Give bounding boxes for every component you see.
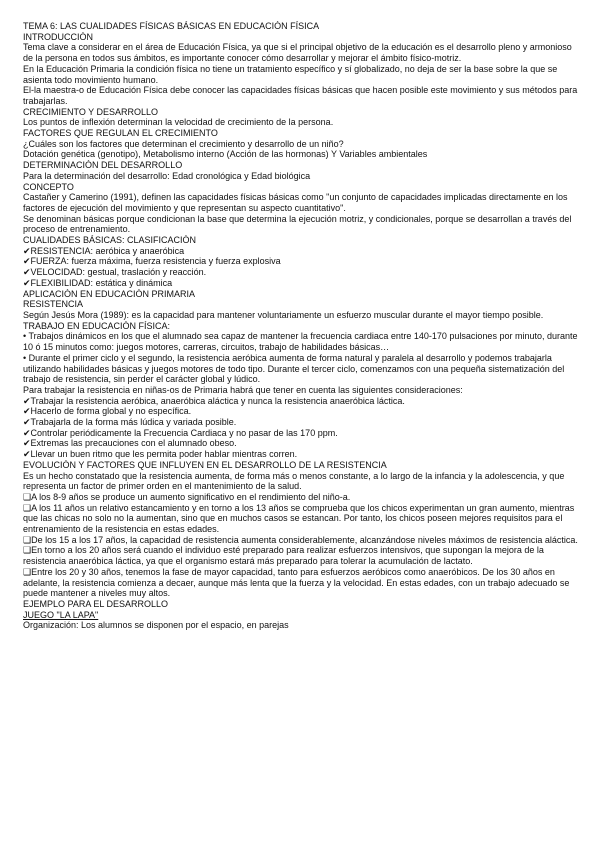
paragraph-concepto-2: Se denominan básicas porque condicionan la base que determina la ejecución motriz, y condicionales, porque se desarrollan a través del proceso de entrenamiento. <box>23 213 572 235</box>
heading-ejemplo: EJEMPLO PARA EL DESARROLLO <box>23 598 169 609</box>
list-item: ✔FUERZA: fuerza máxima, fuerza resistencia y fuerza explosiva <box>23 256 281 267</box>
paragraph-crecimiento: Los puntos de inflexión determinan la velocidad de crecimiento de la persona. <box>23 117 334 128</box>
paragraph-determinacion: Para la determinación del desarrollo: Edad cronológica y Edad biológica <box>23 170 311 181</box>
heading-juego: JUEGO "LA LAPA" <box>23 609 99 620</box>
list-item: ❑En torno a los 20 años será cuando el individuo esté preparado para realizar esfuerzos intensivos, que supongan la mejora de la resistencia anaeróbica láctica, ya que el organismo estará más preparado para tolerar la acumulación de lactato. <box>23 545 544 567</box>
document-title: TEMA 6: LAS CUALIDADES FÍSICAS BÁSICAS EN EDUCACIÓN FÍSICA <box>23 21 320 31</box>
heading-introduccion: INTRODUCCIÓN <box>23 31 93 42</box>
list-item: ✔Llevar un buen ritmo que les permita poder hablar mientras corren. <box>23 449 298 460</box>
paragraph-intro-2: En la Educación Primaria la condición física no tiene un tratamiento específico y sí globalizado, no deja de ser la base sobre la que se asienta todo movimiento humano. <box>23 63 558 85</box>
list-item: ✔Extremas las precauciones con el alumnado obeso. <box>23 438 237 449</box>
paragraph-intro-3: El-la maestra-o de Educación Física debe conocer las capacidades físicas básicas que hacen posible este movimiento y sus métodos para trabajarlas. <box>23 85 578 106</box>
document-page <box>23 21 583 631</box>
heading-factores: FACTORES QUE REGULAN EL CRECIMIENTO <box>23 128 218 139</box>
list-item: ✔RESISTENCIA: aeróbica y anaeróbica <box>23 245 185 256</box>
heading-clasificacion: CUALIDADES BÁSICAS: CLASIFICACIÓN <box>23 235 197 246</box>
heading-trabajo: TRABAJO EN EDUCACIÓN FÍSICA: <box>23 320 171 331</box>
list-item: ❑Entre los 20 y 30 años, tenemos la fase de mayor capacidad, tanto para esfuerzos aeróbicos como anaeróbicos. De los 30 años en adelante, la resistencia comienza a decaer, aunque más lenta que la fuerza y la velocidad. En estas edades, con un trabajo adecuado se puede mantener a niveles muy altos. <box>23 566 570 599</box>
list-item: ✔FLEXIBILIDAD: estática y dinámica <box>23 277 173 288</box>
paragraph-resistencia: Según Jesús Mora (1989): es la capacidad para mantener voluntariamente un esfuerzo muscular durante el mayor tiempo posible. <box>23 309 544 320</box>
paragraph-trabajo-1: • Trabajos dinámicos en los que el alumnado sea capaz de mantener la frecuencia cardiaca entre 140-170 pulsaciones por minuto, durante 10 ó 15 minutos como: juegos motores, carreras, circuitos, trabajo de habilidades básicas… <box>23 331 578 353</box>
paragraph-trabajo-2: • Durante el primer ciclo y el segundo, la resistencia aeróbica aumenta de forma natural y paralela al desarrollo y podemos trabajarla utilizando habilidades básicas y juegos motores de todo tipo. Durante el tercer ciclo, comenzamos con una pequeña sistematización del trabajo de resistencia, sin perder el carácter global y lúdico. <box>23 352 565 385</box>
paragraph-organizacion: Organización: Los alumnos se disponen por el espacio, en parejas <box>23 620 289 631</box>
list-item: ✔Controlar periódicamente la Frecuencia Cardiaca y no pasar de las 170 ppm. <box>23 427 338 438</box>
paragraph-trabajo-3: Para trabajar la resistencia en niñas-os de Primaria habrá que tener en cuenta las siguientes consideraciones: <box>23 384 463 395</box>
list-item: ❑A los 8-9 años se produce un aumento significativo en el rendimiento del niño-a. <box>23 491 351 502</box>
list-item: ✔Hacerlo de forma global y no específica. <box>23 406 192 417</box>
paragraph-concepto-1: Castañer y Camerino (1991), definen las capacidades físicas básicas como "un conjunto de capacidades implicadas directamente en los factores de ejecución del movimiento y que representan su aspecto cuantitativo". <box>23 192 568 213</box>
heading-concepto: CONCEPTO <box>23 181 74 192</box>
heading-determinacion: DETERMINACIÓN DEL DESARROLLO <box>23 160 183 171</box>
heading-crecimiento: CRECIMIENTO Y DESARROLLO <box>23 106 159 117</box>
list-item: ✔Trabajarla de la forma más lúdica y variada posible. <box>23 417 237 428</box>
list-item: ❑A los 11 años un relativo estancamiento y en torno a los 13 años se comprueba que los chicos experimentan un gran aumento, mientras que las chicas no solo no la aumentan, sino que en muchos casos se estancan. Por tanto, los chicos poseen mejores requisitos para el entrenamiento de la resistencia en estas edades. <box>23 502 575 535</box>
heading-aplicacion: APLICACIÓN EN EDUCACIÓN PRIMARIA <box>23 288 196 299</box>
paragraph-evolucion: Es un hecho constatado que la resistencia aumenta, de forma más o menos constante, a lo largo de la infancia y la adolescencia, y que representa un factor de primer orden en el mantenimiento de la salud. <box>23 470 565 492</box>
list-item: ✔Trabajar la resistencia aeróbica, anaeróbica aláctica y nunca la resistencia anaeróbica láctica. <box>23 395 405 406</box>
paragraph-factores-1: ¿Cuáles son los factores que determinan el crecimiento y desarrollo de un niño? <box>23 138 344 149</box>
paragraph-intro-1: Tema clave a considerar en el área de Educación Física, ya que si el principal objetivo de la educación es el desarrollo pleno y armonioso de la persona en todos sus ámbitos, es importante conocer cómo desarrollar y mejorar el ámbito físico-motriz. <box>23 42 572 64</box>
list-item: ✔VELOCIDAD: gestual, traslación y reacción. <box>23 267 207 278</box>
heading-evolucion: EVOLUCIÓN Y FACTORES QUE INFLUYEN EN EL DESARROLLO DE LA RESISTENCIA <box>23 459 387 470</box>
list-item: ❑De los 15 a los 17 años, la capacidad de resistencia aumenta considerablemente, alcanzándose niveles máximos de resistencia aláctica. <box>23 534 578 545</box>
heading-resistencia: RESISTENCIA <box>23 299 84 310</box>
paragraph-factores-2: Dotación genética (genotipo), Metabolismo interno (Acción de las hormonas) Y Variables ambientales <box>23 149 428 160</box>
